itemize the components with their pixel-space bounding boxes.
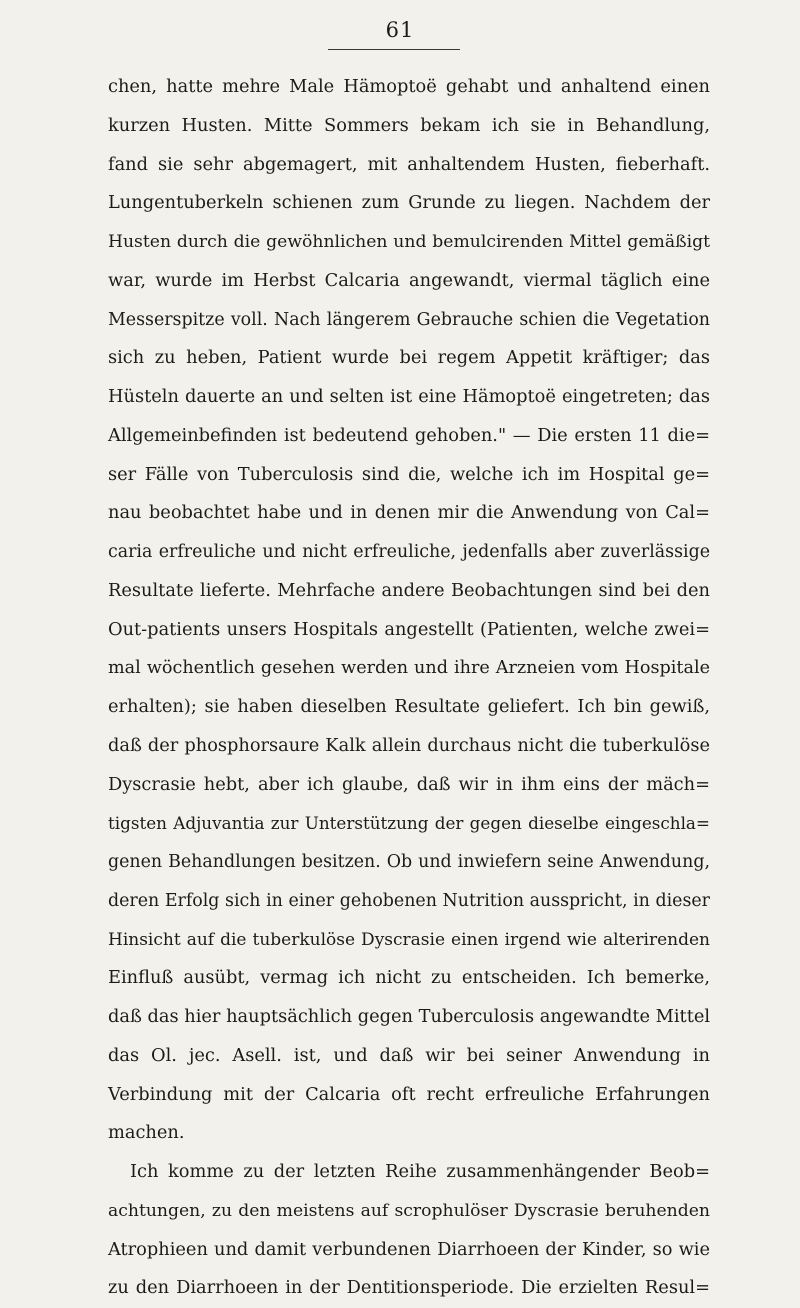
- text-line: tigsten Adjuvantia zur Unterstützung der gegen dieselbe eingeschla=: [108, 813, 710, 834]
- text-line: Dyscrasie hebt, aber ich glaube, daß wir in ihm eins der mäch=: [108, 773, 710, 795]
- text-line: achtungen, zu den meistens auf scrophulöser Dyscrasie beruhenden: [108, 1200, 710, 1221]
- text-line: kurzen Husten. Mitte Sommers bekam ich sie in Behandlung,: [108, 114, 710, 136]
- text-line: Verbindung mit der Calcaria oft recht erfreuliche Erfahrungen: [108, 1083, 710, 1105]
- text-line: Ich komme zu der letzten Reihe zusammenhängender Beob=: [130, 1161, 710, 1182]
- text-line: caria erfreuliche und nicht erfreuliche, jedenfalls aber zuverlässige: [108, 542, 710, 562]
- text-line: das Ol. jec. Asell. ist, und daß wir bei seiner Anwendung in: [108, 1044, 710, 1066]
- text-line: daß das hier hauptsächlich gegen Tuberculosis angewandte Mittel: [108, 1006, 711, 1027]
- body-text: [108, 68, 710, 1308]
- text-line: Hüsteln dauerte an und selten ist eine Hämoptoë eingetreten; das: [108, 386, 710, 407]
- text-line: deren Erfolg sich in einer gehobenen Nutrition ausspricht, in dieser: [108, 890, 710, 911]
- text-line: Husten durch die gewöhnlichen und bemulcirenden Mittel gemäßigt: [108, 232, 710, 252]
- text-line: Allgemeinbefinden ist bedeutend gehoben." — Die ersten 11 die=: [108, 424, 710, 446]
- text-line: Messerspitze voll. Nach längerem Gebrauche schien die Vegetation: [108, 309, 710, 330]
- text-line: Einfluß ausübt, vermag ich nicht zu entscheiden. Ich bemerke,: [108, 967, 710, 989]
- text-line: Out-patients unsers Hospitals angestellt (Patienten, welche zwei=: [108, 618, 710, 640]
- text-line: sich zu heben, Patient wurde bei regem Appetit kräftiger; das: [108, 347, 710, 369]
- text-line: Hinsicht auf die tuberkulöse Dyscrasie einen irgend wie alterirenden: [108, 929, 710, 950]
- text-line: chen, hatte mehre Male Hämoptoë gehabt und anhaltend einen: [108, 76, 710, 97]
- text-line: daß der phosphorsaure Kalk allein durchaus nicht die tuberkulöse: [108, 734, 710, 756]
- text-line: fand sie sehr abgemagert, mit anhaltendem Husten, fieberhaft.: [108, 153, 710, 175]
- text-line: erhalten); sie haben dieselben Resultate geliefert. Ich bin gewiß,: [108, 696, 710, 717]
- text-line: genen Behandlungen besitzen. Ob und inwiefern seine Anwendung,: [108, 852, 710, 872]
- page-number: 61: [385, 18, 415, 42]
- text-line: nau beobachtet habe und in denen mir die Anwendung von Cal=: [108, 502, 710, 524]
- text-line: Atrophieen und damit verbundenen Diarrhoeen der Kinder, so wie: [108, 1238, 710, 1260]
- text-line: mal wöchentlich gesehen werden und ihre Arzneien vom Hospitale: [108, 658, 710, 679]
- text-line: zu den Diarrhoeen in der Dentitionsperiode. Die erzielten Resul=: [108, 1277, 710, 1299]
- text-line: war, wurde im Herbst Calcaria angewandt, viermal täglich eine: [108, 269, 710, 291]
- text-line: machen.: [108, 1122, 185, 1144]
- text-line: Resultate lieferte. Mehrfache andere Beobachtungen sind bei den: [108, 579, 710, 601]
- text-line: ser Fälle von Tuberculosis sind die, welche ich im Hospital ge=: [108, 463, 710, 485]
- text-line: Lungentuberkeln schienen zum Grunde zu liegen. Nachdem der: [108, 192, 710, 214]
- header-rule: [328, 49, 460, 50]
